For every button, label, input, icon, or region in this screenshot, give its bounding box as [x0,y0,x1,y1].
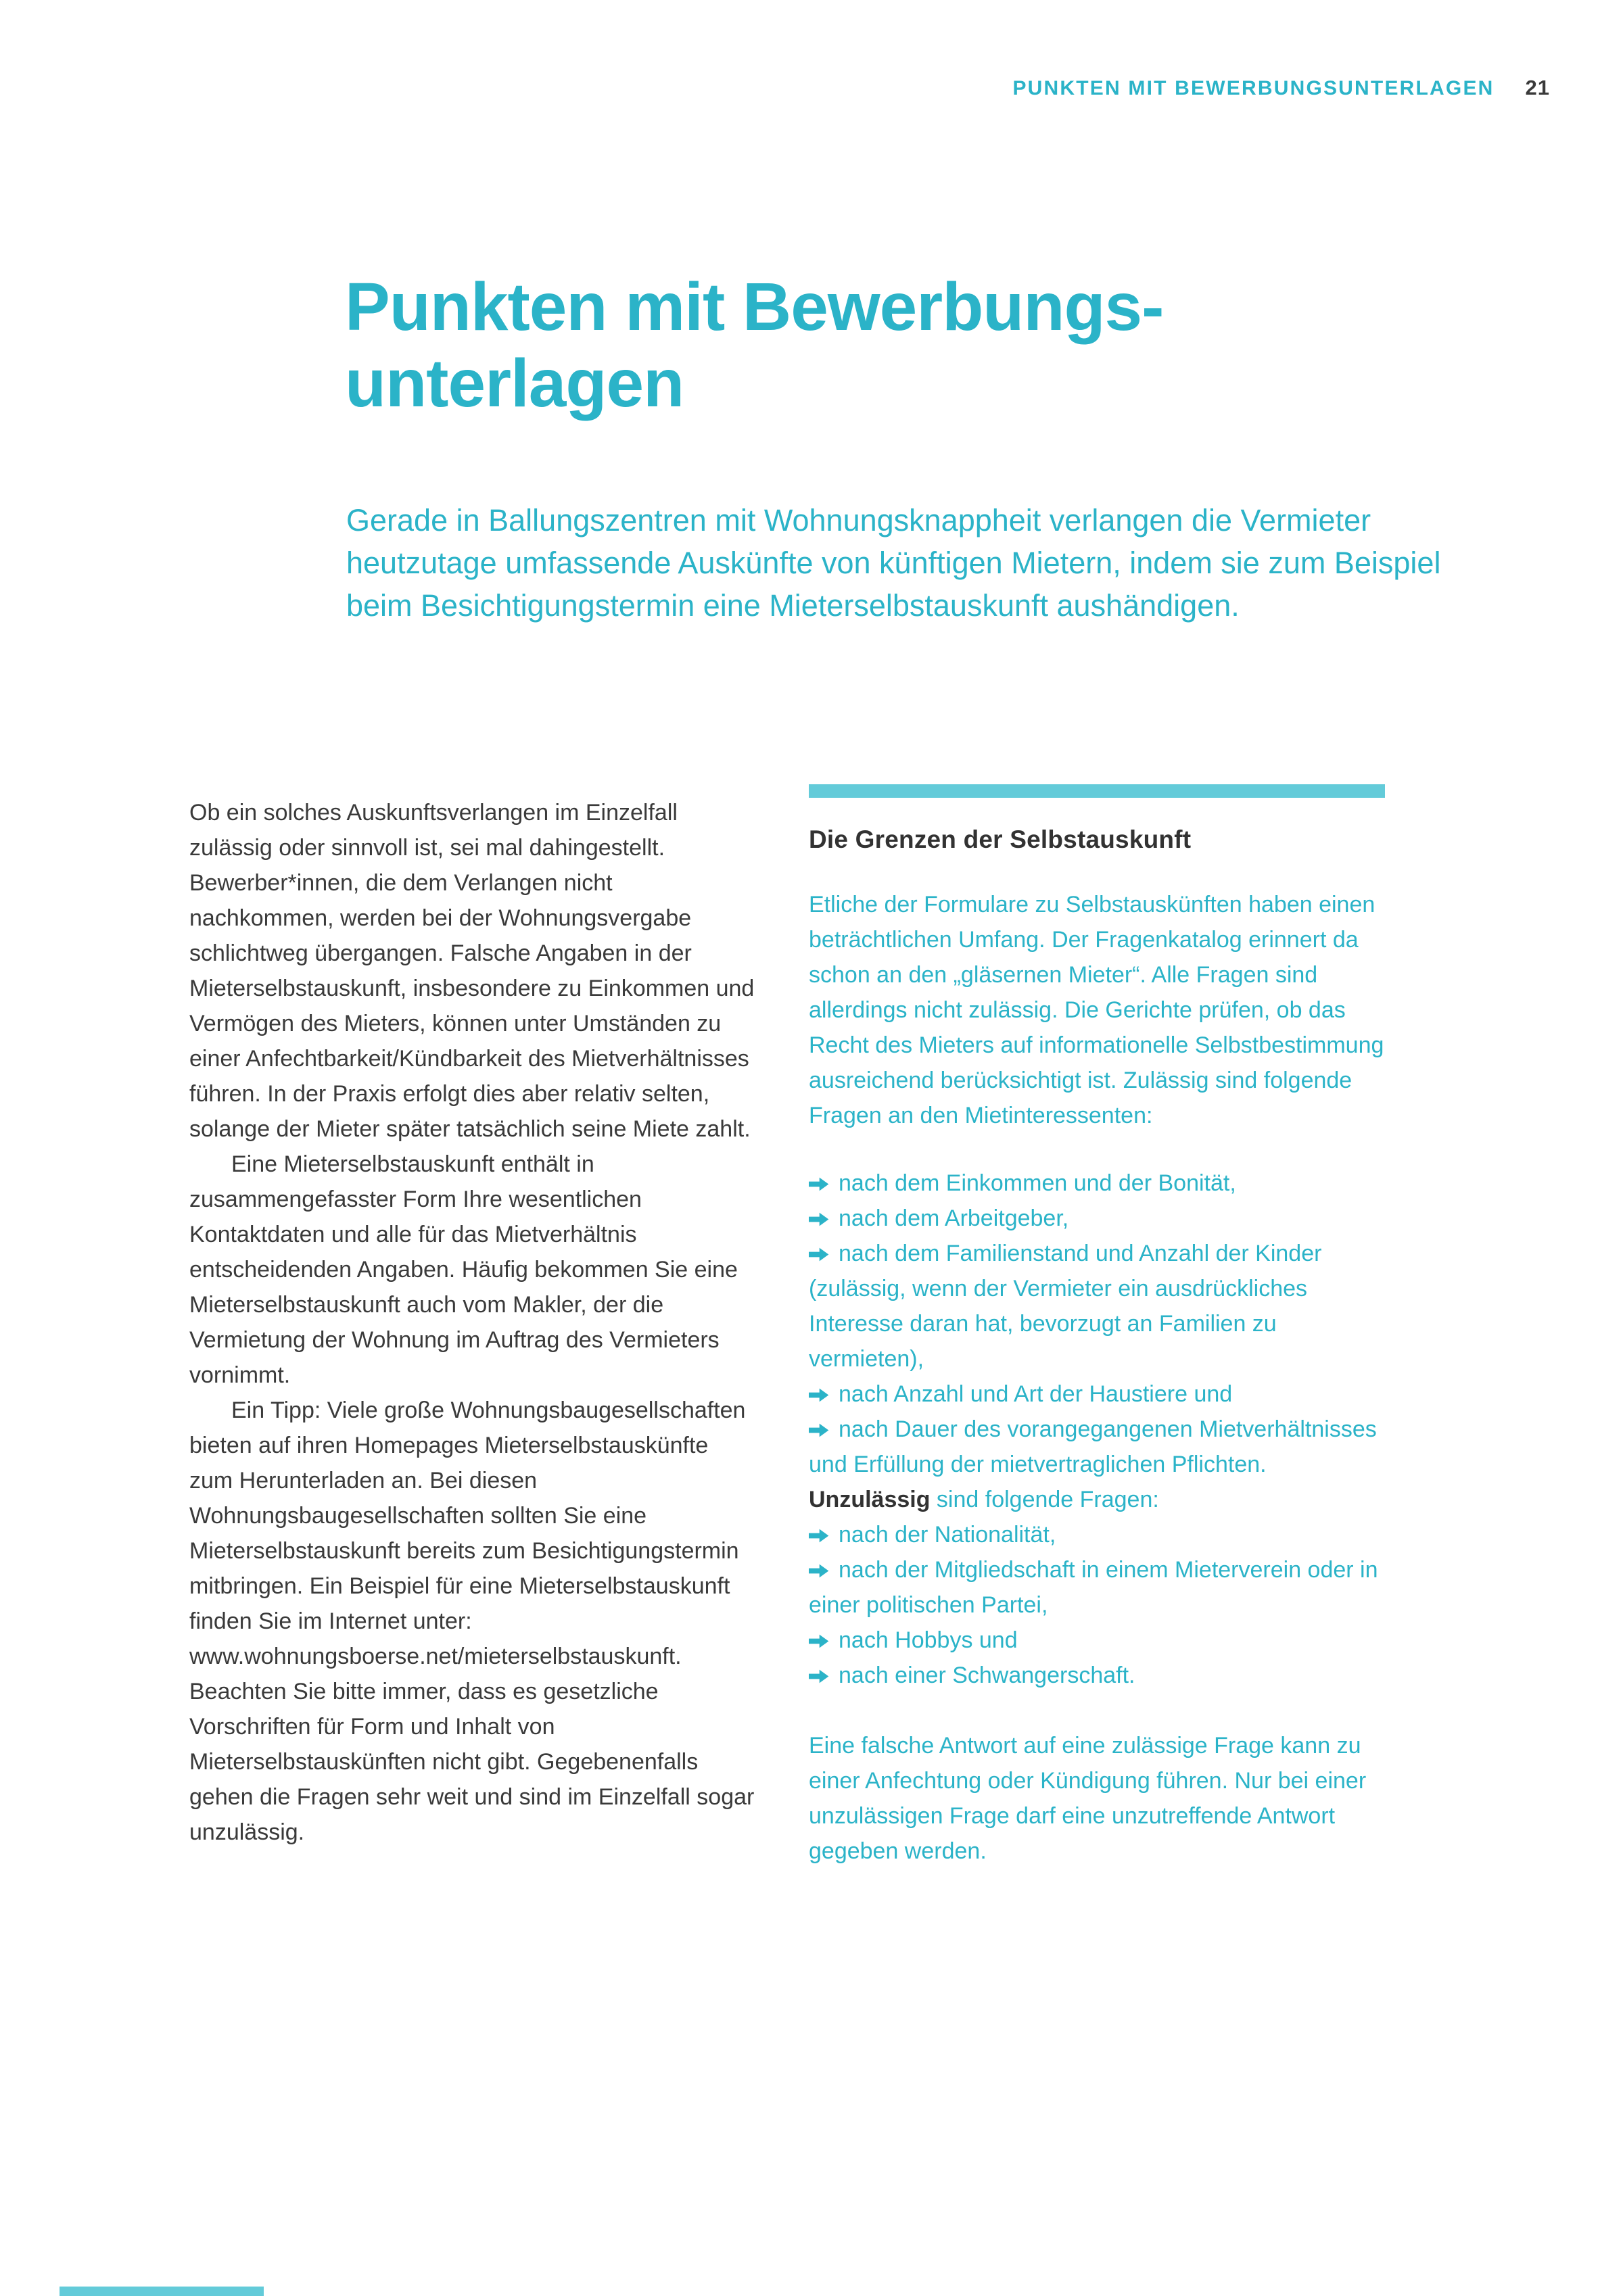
arrow-right-icon [809,1669,829,1684]
running-title: PUNKTEN MIT BEWERBUNGSUNTERLAGEN [1012,77,1495,99]
chapter-title [345,269,1163,422]
body-paragraph: Ob ein solches Auskunftsverlangen im Einzelfall zulässig oder sinnvoll ist, sei mal dahingestellt. Bewerber*innen, die dem Verlangen nicht nachkommen, werden bei der Wohnungsvergabe schlichtweg übergangen. Falsche Angaben in der Mieterselbstauskunft, insbesondere zu Einkommen und Vermögen des Mieters, können unter Umständen zu einer Anfechtbarkeit/Kündbarkeit des Mietverhältnisses führen. In der Praxis erfolgt dies aber relativ selten, solange der Mieter später tatsächlich seine Miete zahlt. [189,800,755,1142]
list-item-text: nach Anzahl und Art der Haustiere und [839,1381,1233,1407]
list-item [809,1658,1385,1693]
arrow-right-icon [809,1212,829,1227]
allowed-questions-list [809,1166,1385,1482]
list-item-text: nach Hobbys und [839,1627,1018,1653]
section-accent-rule [809,784,1385,798]
forbidden-intro-rest: sind folgende Fragen: [930,1487,1159,1512]
list-item-text: nach der Mitgliedschaft in einem Mieterverein oder in einer politischen Partei, [809,1557,1378,1618]
list-item [809,1552,1385,1623]
body-paragraph: Ein Tipp: Viele große Wohnungsbaugesellschaften bieten auf ihren Homepages Mieterselbstauskünfte zum Herunterladen an. Bei diesen Wohnungsbaugesellschaften sollten Sie eine Mieterselbstauskunft bereits zum Besichtigungstermin mitbringen. Ein Beispiel für eine Mieterselbstauskunft finden Sie im Internet unter: www.wohnungsboerse.net/mieterselbstauskunft. Beachten Sie bitte immer, dass es gesetzliche Vorschriften für Form und Inhalt von Mieterselbstauskünften nicht gibt. Gegebenenfalls gehen die Fragen sehr weit und sind im Einzelfall sogar unzulässig. [189,1397,755,1845]
list-item-text: nach dem Arbeitgeber, [839,1205,1069,1231]
list-item [809,1201,1385,1236]
arrow-right-icon [809,1563,829,1579]
chapter-title-line-1: Punkten mit Bewerbungs- [345,269,1164,345]
list-item [809,1517,1385,1552]
arrow-right-icon [809,1247,829,1262]
section-heading: Die Grenzen der Selbstauskunft [809,826,1192,853]
list-item-text: nach dem Einkommen und der Bonität, [839,1170,1236,1196]
arrow-right-icon [809,1422,829,1438]
arrow-right-icon [809,1176,829,1192]
list-item-text: nach der Nationalität, [839,1522,1056,1548]
arrow-right-icon [809,1528,829,1544]
left-column [189,784,757,1850]
forbidden-intro-line [809,1482,1385,1517]
list-item-text: nach dem Familienstand und Anzahl der Kinder (zulässig, wenn der Vermieter ein ausdrückliches Interesse daran hat, bevorzugt an Familien zu vermieten), [809,1241,1322,1372]
right-column [809,784,1385,1869]
arrow-right-icon [809,1387,829,1403]
page-header [1012,76,1550,100]
arrow-right-icon [809,1633,829,1649]
list-item [809,1377,1385,1412]
forbidden-questions-list [809,1517,1385,1693]
list-item [809,1236,1385,1377]
list-item [809,1412,1385,1482]
closing-paragraph: Eine falsche Antwort auf eine zulässige Frage kann zu einer Anfechtung oder Kündigung führen. Nur bei einer unzulässigen Frage darf eine unzutreffende Antwort gegeben werden. [809,1733,1367,1864]
chapter-title-line-2: unterlagen [345,345,684,421]
body-paragraph: Eine Mieterselbstauskunft enthält in zusammengefasster Form Ihre wesentlichen Kontaktdaten und alle für das Mietverhältnis entscheidenden Angaben. Häufig bekommen Sie eine Mieterselbstauskunft auch vom Makler, der die Vermietung der Wohnung im Auftrag des Vermieters vornimmt. [189,1151,738,1388]
forbidden-intro-emphasis: Unzulässig [809,1487,931,1512]
footer-accent-strip [60,2287,264,2296]
section-intro-paragraph: Etliche der Formulare zu Selbstauskünften haben einen beträchtlichen Umfang. Der Fragenkatalog erinnert da schon an den „gläsernen Mieter“. Alle Fragen sind allerdings nicht zulässig. Die Gerichte prüfen, ob das Recht des Mieters auf informationelle Selbstbestimmung ausreichend berücksichtigt ist. Zulässig sind folgende Fragen an den Mietinteressenten: [809,892,1384,1128]
lead-paragraph: Gerade in Ballungszentren mit Wohnungsknappheit verlangen die Vermieter heutzutage umfassende Auskünfte von künftigen Mietern, indem sie zum Beispiel beim Besichtigungstermin eine Mieterselbstauskunft aushändigen. [346,503,1441,623]
list-item-text: nach einer Schwangerschaft. [839,1663,1135,1688]
list-item-text: nach Dauer des vorangegangenen Mietverhältnisses und Erfüllung der mietvertraglichen Pflichten. [809,1416,1377,1477]
list-item [809,1623,1385,1658]
page-number: 21 [1525,76,1550,99]
list-item [809,1166,1385,1201]
